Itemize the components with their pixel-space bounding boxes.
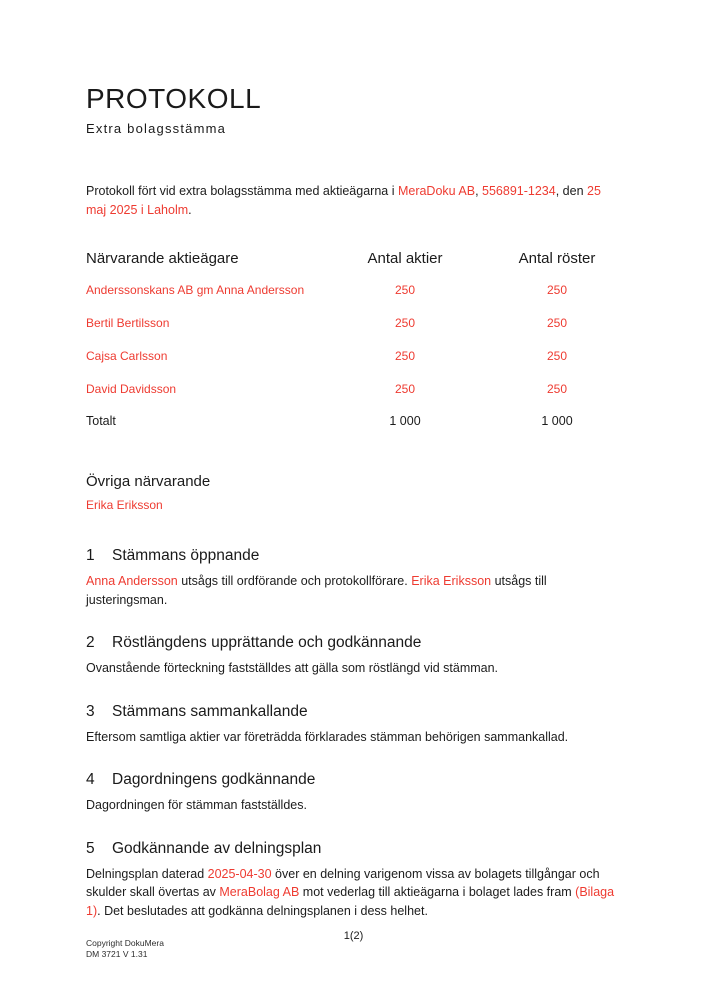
- shareholder-shares: 250: [394, 349, 416, 363]
- section-5: [86, 839, 621, 921]
- page-subtitle: Extra bolagsstämma: [86, 121, 227, 136]
- shareholder-votes: 250: [546, 316, 568, 330]
- footer-copyright: [86, 938, 164, 960]
- text-segment: utsågs till ordförande och protokollförare.: [177, 574, 412, 588]
- others-present-name: Erika Eriksson: [86, 498, 163, 512]
- text-segment: ,: [475, 184, 483, 198]
- shareholder-name: Cajsa Carlsson: [86, 349, 168, 363]
- placeholder-text: 2025-04-30: [207, 866, 272, 881]
- text-segment: Eftersom samtliga aktier var företrädda förklarades stämman behörigen sammankallad.: [86, 729, 569, 744]
- text-segment: , den: [555, 184, 587, 198]
- shareholder-votes: 250: [546, 349, 568, 363]
- section-5-body: [86, 865, 621, 921]
- shareholder-votes: 250: [546, 382, 568, 396]
- section-3-heading: [86, 702, 621, 722]
- section-2-heading: [86, 633, 621, 653]
- section-number: 1: [86, 547, 95, 564]
- intro-paragraph: [86, 182, 621, 220]
- placeholder-text: 25 maj 2025 i Laholm: [86, 184, 601, 217]
- placeholder-text: (Bilaga 1): [86, 885, 615, 918]
- section-4-body: [86, 796, 621, 815]
- column-header-shares: Antal aktier: [367, 250, 443, 267]
- total-label: Totalt: [86, 414, 116, 428]
- section-5-heading: [86, 839, 621, 859]
- section-1-heading: [86, 546, 621, 566]
- page-number: 1(2): [343, 930, 364, 942]
- text-segment: utsågs till justeringsman.: [86, 574, 547, 607]
- column-header-votes: Antal röster: [518, 250, 596, 267]
- table-row: [86, 339, 621, 372]
- section-1: [86, 546, 621, 609]
- section-2: [86, 633, 621, 678]
- section-1-body: [86, 572, 621, 609]
- section-title: Stämmans öppnande: [112, 547, 260, 564]
- section-3: [86, 702, 621, 747]
- column-header-shareholders: Närvarande aktieägare: [86, 250, 239, 267]
- section-2-body: [86, 659, 621, 678]
- placeholder-text: MeraBolag AB: [219, 885, 300, 899]
- section-number: 2: [86, 634, 95, 651]
- text-segment: .: [188, 203, 192, 217]
- copyright-line: Copyright DokuMera: [86, 938, 164, 948]
- shareholder-shares: 250: [394, 283, 416, 297]
- text-segment: Protokoll fört vid extra bolagsstämma med aktieägarna i: [86, 184, 398, 198]
- section-title: Dagordningens godkännande: [112, 771, 316, 788]
- section-number: 5: [86, 839, 95, 857]
- section-3-body: [86, 728, 621, 747]
- text-segment: Delningsplan daterad: [86, 866, 208, 881]
- table-row: [86, 372, 621, 405]
- text-segment: Dagordningen för stämman fastställdes.: [86, 798, 307, 812]
- section-number: 3: [86, 702, 95, 720]
- text-segment: över en delning varigenom vissa av bolagets tillgångar och skulder skall övertas av: [86, 866, 600, 899]
- shareholder-name: Anderssonskans AB gm Anna Andersson: [86, 283, 305, 297]
- shareholder-name: David Davidsson: [86, 382, 177, 396]
- shareholder-name: Bertil Bertilsson: [86, 316, 170, 330]
- section-title: Stämmans sammankallande: [112, 702, 308, 720]
- others-present-heading: Övriga närvarande: [86, 473, 211, 490]
- section-title: Röstlängdens upprättande och godkännande: [112, 634, 422, 651]
- shareholder-votes: 250: [546, 283, 568, 297]
- placeholder-text: Erika Eriksson: [411, 574, 492, 588]
- placeholder-text: 556891-1234: [482, 184, 556, 198]
- placeholder-text: Anna Andersson: [86, 574, 178, 588]
- shareholder-shares: 250: [394, 382, 416, 396]
- total-votes: 1 000: [541, 414, 573, 428]
- section-4: [86, 770, 621, 815]
- section-4-heading: [86, 770, 621, 790]
- page-title: PROTOKOLL: [86, 83, 262, 114]
- table-total-row: [86, 405, 621, 437]
- attendees-header-row: [86, 250, 621, 273]
- table-row: [86, 306, 621, 339]
- section-number: 4: [86, 771, 95, 788]
- shareholder-shares: 250: [394, 316, 416, 330]
- table-row: [86, 273, 621, 306]
- attendees-table: [86, 250, 621, 437]
- text-segment: mot vederlag till aktieägarna i bolaget lades fram: [299, 885, 576, 899]
- version-line: DM 3721 V 1.31: [86, 949, 148, 959]
- section-title: Godkännande av delningsplan: [112, 839, 322, 857]
- text-segment: . Det beslutades att godkänna delningsplanen i dess helhet.: [97, 903, 428, 918]
- text-segment: Ovanstående förteckning fastställdes att gälla som röstlängd vid stämman.: [86, 661, 499, 675]
- total-shares: 1 000: [389, 414, 421, 428]
- placeholder-text: MeraDoku AB: [397, 184, 476, 198]
